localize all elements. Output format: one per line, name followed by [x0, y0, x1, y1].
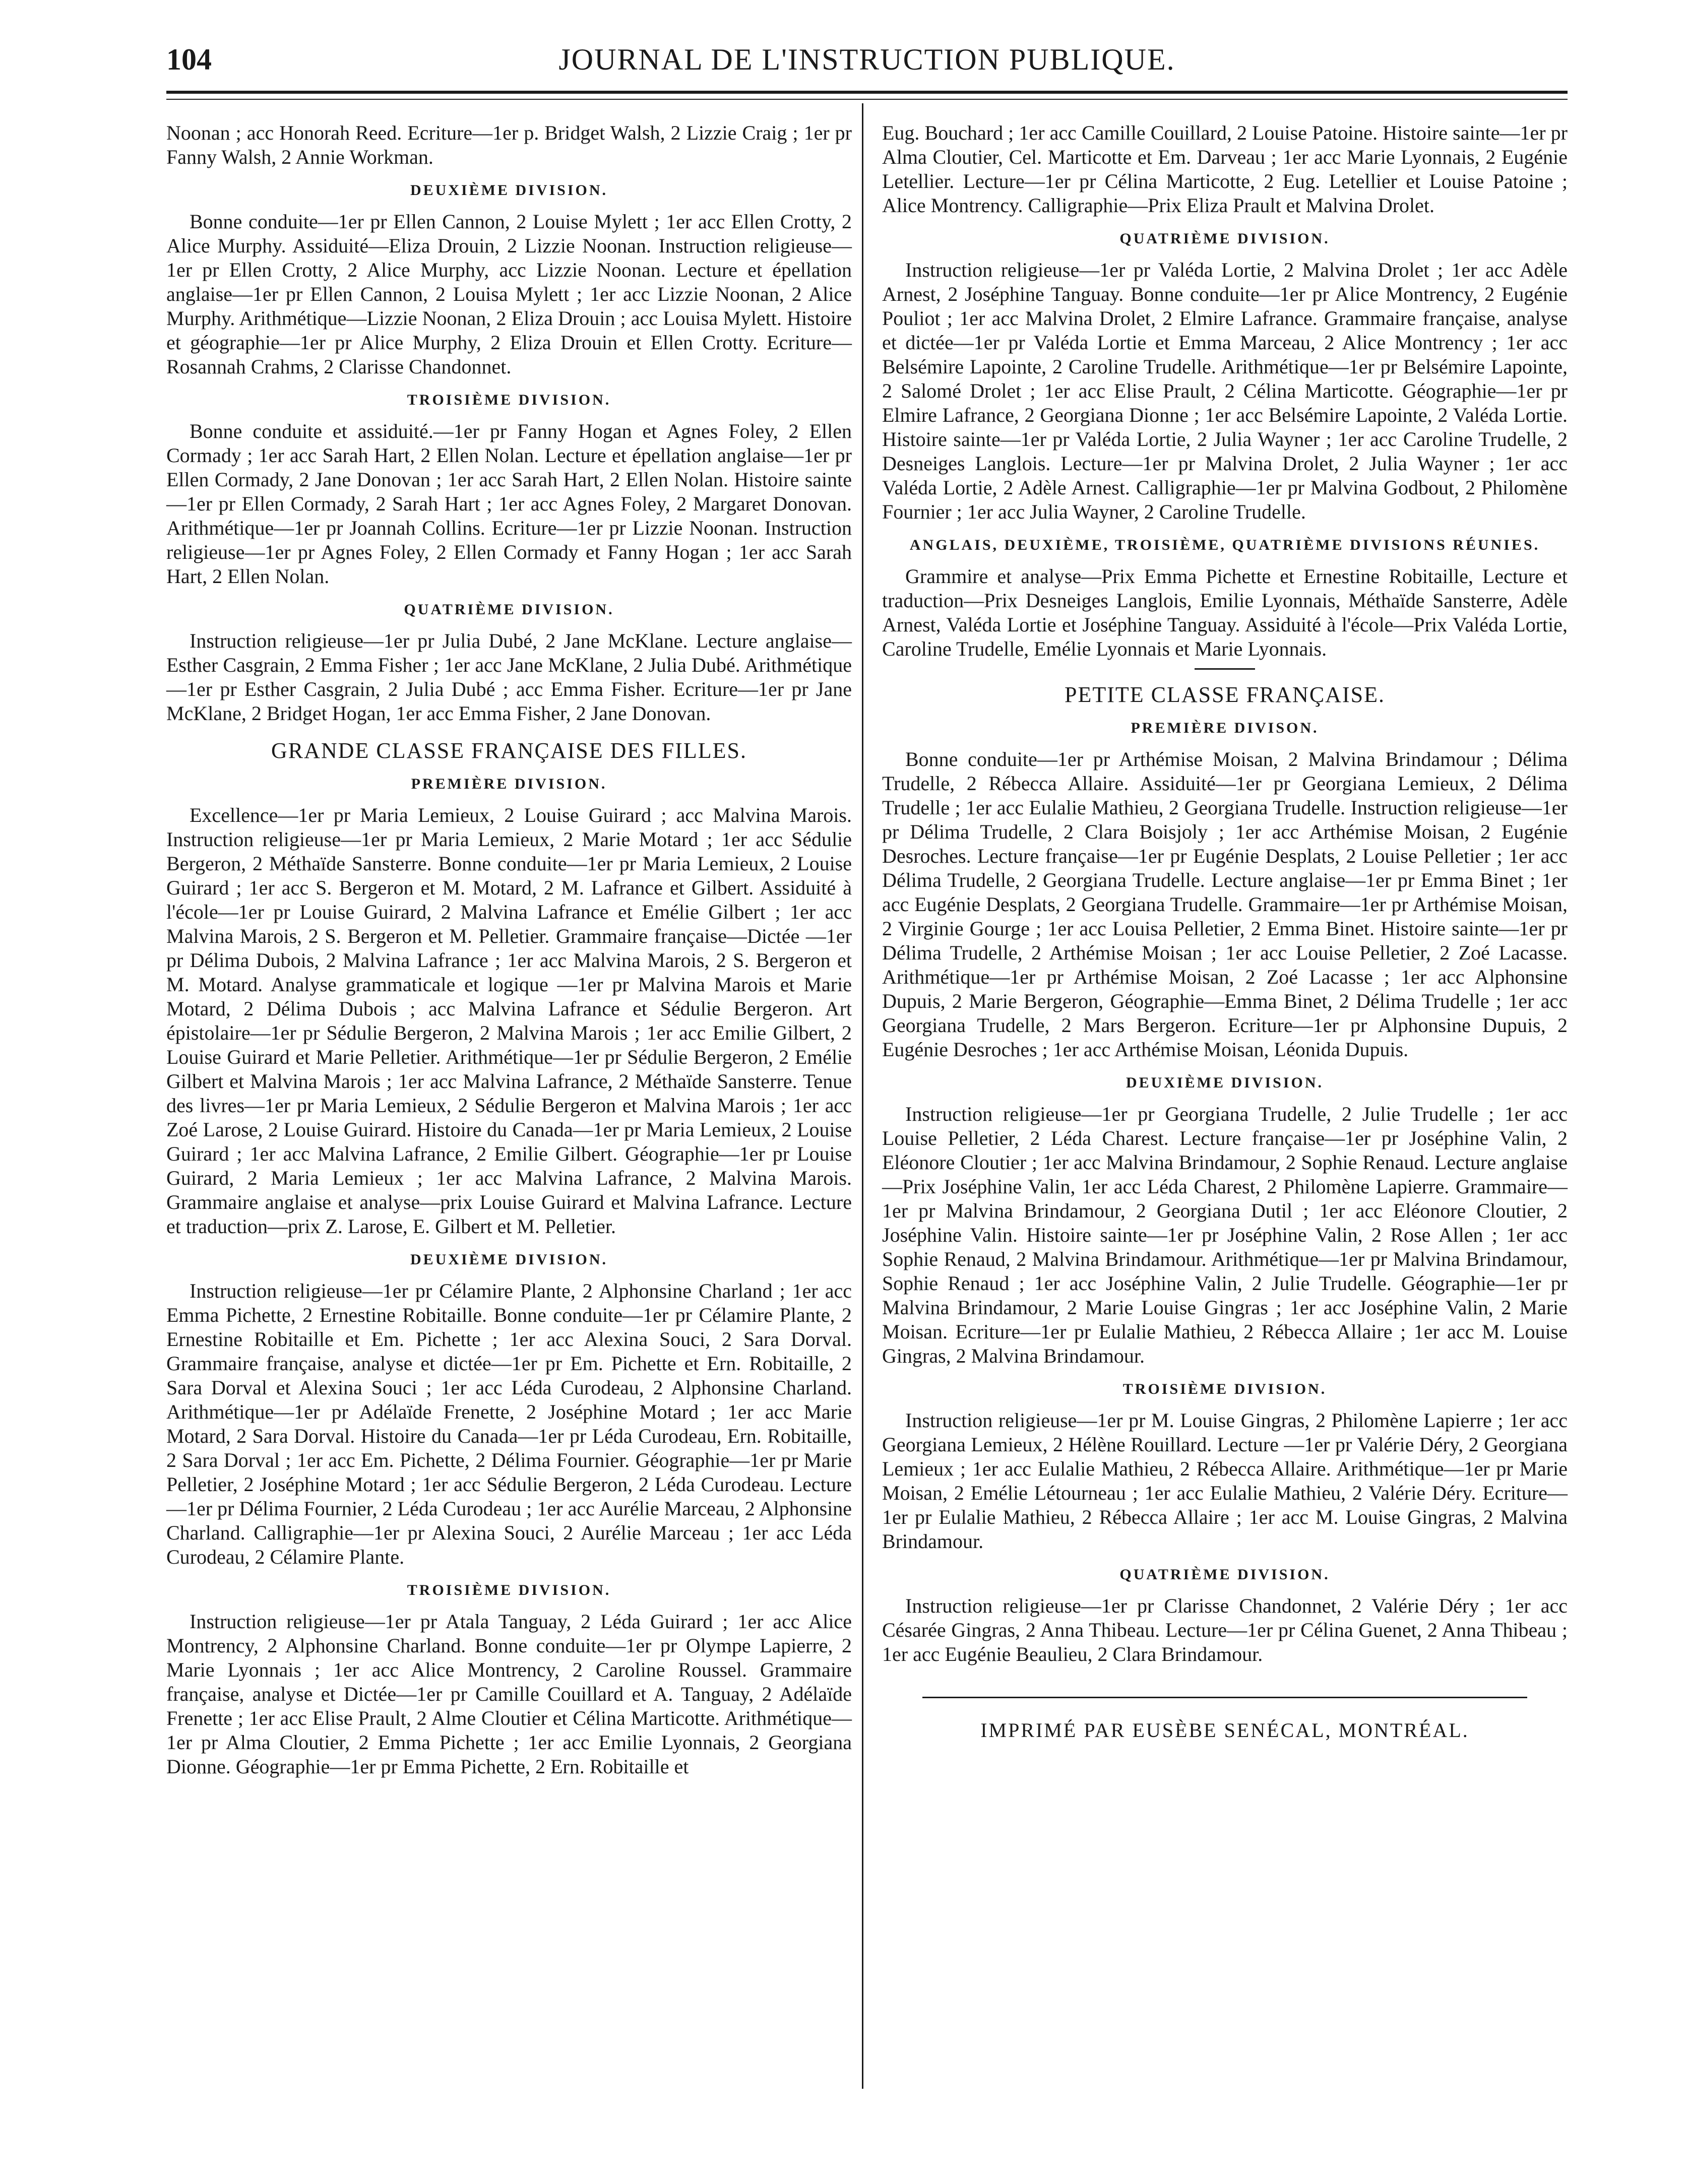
right-column — [882, 121, 1568, 1743]
division-heading: ANGLAIS, DEUXIÈME, TROISIÈME, QUATRIÈME DIVISIONS RÉUNIES. — [909, 537, 1540, 553]
page-header — [166, 39, 1568, 80]
paragraph: Instruction religieuse—1er pr M. Louise Gingras, 2 Philomène Lapierre ; 1er acc Georgiana Lemieux, 2 Hélène Rouillard. Lecture —1er pr Valérie Déry, 2 Georgiana Lemieux ; 1er acc Eulalie Mathieu, 2 Rébecca Allaire. Arithmétique—1er pr Marie Moisan, 2 Emélie Létourneau ; 1er acc Eulalie Mathieu, 2 Valérie Déry. Ecriture—1er pr Eulalie Mathieu, 2 Rébecca Allaire ; 1er acc M. Louise Gingras, 2 Malvina Brindamour. — [882, 1409, 1568, 1553]
printer-imprint: IMPRIMÉ PAR EUSÈBE SENÉCAL, MONTRÉAL. — [980, 1719, 1469, 1742]
paragraph: Bonne conduite et assiduité.—1er pr Fanny Hogan et Agnes Foley, 2 Ellen Cormady ; 1er acc Sarah Hart, 2 Ellen Nolan. Lecture et épellation anglaise—1er pr Ellen Cormady, 2 Jane Donovan ; 1er acc Sarah Hart, 2 Ellen Nolan. Histoire sainte—1er pr Ellen Cormady, 2 Sarah Hart ; 1er acc Agnes Foley, 2 Margaret Donovan. Arithmétique—1er pr Joannah Collins. Ecriture—1er pr Lizzie Noonan. Instruction religieuse—1er pr Agnes Foley, 2 Ellen Cormady et Fanny Hogan ; 1er acc Sarah Hart, 2 Ellen Nolan. — [166, 420, 852, 588]
paragraph: Instruction religieuse—1er pr Valéda Lortie, 2 Malvina Drolet ; 1er acc Adèle Arnest, 2 Joséphine Tanguay. Bonne conduite—1er pr Alice Montrency, 2 Eugénie Pouliot ; 1er acc Malvina Drolet, 2 Elmire Lafrance. Grammaire française, analyse et dictée—1er pr Valéda Lortie et Emma Marceau, 2 Alice Montrency ; 1er acc Belsémire Lapointe, 2 Caroline Trudelle. Arithmétique—1er pr Belsémire Lapointe, 2 Salomé Drolet ; 1er acc Elise Prault, 2 Célina Marticotte. Géographie—1er pr Elmire Lafrance, 2 Georgiana Dionne ; 1er acc Belsémire Lapointe, 2 Valéda Lortie. Histoire sainte—1er pr Valéda Lortie, 2 Julia Wayner ; 1er acc Caroline Trudelle, 2 Desneiges Langlois. Lecture—1er pr Malvina Drolet, 2 Julia Wayner ; 1er acc Valéda Lortie, 2 Adèle Arnest. Calligraphie—1er pr Malvina Godbout, 2 Philomène Fournier ; 1er acc Julia Wayner, 2 Caroline Trudelle. — [882, 259, 1568, 523]
division-heading: DEUXIÈME DIVISION. — [410, 182, 608, 199]
division-heading: QUATRIÈME DIVISION. — [1119, 230, 1330, 247]
division-heading: DEUXIÈME DIVISION. — [410, 1251, 608, 1268]
division-heading: DEUXIÈME DIVISION. — [1126, 1074, 1324, 1091]
paragraph: Instruction religieuse—1er pr Célamire Plante, 2 Alphonsine Charland ; 1er acc Emma Pichette, 2 Ernestine Robitaille. Bonne conduite—1er pr Célamire Plante, 2 Ernestine Robitaille et Em. Pichette ; 1er acc Alexina Souci, 2 Sara Dorval. Grammaire française, analyse et dictée—1er pr Em. Pichette et Ern. Robitaille, 2 Sara Dorval et Alexina Souci ; 1er acc Léda Curodeau, 2 Alphonsine Charland. Arithmétique—1er pr Adélaïde Frenette, 2 Joséphine Motard ; 1er acc Marie Motard, 2 Sara Dorval. Histoire du Canada—1er pr Léda Curodeau, Ern. Robitaille, 2 Sara Dorval ; 1er acc Em. Pichette, 2 Délima Fournier. Géographie—1er pr Marie Pelletier, 2 Joséphine Motard ; 1er acc Sédulie Bergeron, 2 Léda Curodeau. Lecture—1er pr Délima Fournier, 2 Léda Curodeau ; 1er acc Aurélie Marceau, 2 Alphonsine Charland. Calligraphie—1er pr Alexina Souci, 2 Aurélie Marceau ; 1er acc Léda Curodeau, 2 Célamire Plante. — [166, 1279, 852, 1568]
division-heading: TROISIÈME DIVISION. — [1122, 1381, 1327, 1397]
paragraph: Grammire et analyse—Prix Emma Pichette et Ernestine Robitaille, Lecture et traduction—Prix Desneiges Langlois, Emilie Lyonnais, Méthaïde Sansterre, Adèle Arnest, Valéda Lortie et Joséphine Tanguay. Assiduité à l'école—Prix Valéda Lortie, Caroline Trudelle, Emélie Lyonnais et Marie Lyonnais. — [882, 565, 1568, 660]
journal-title: JOURNAL DE L'INSTRUCTION PUBLIQUE. — [558, 43, 1175, 76]
paragraph: Instruction religieuse—1er pr Georgiana Trudelle, 2 Julie Trudelle ; 1er acc Louise Pelletier, 2 Léda Charest. Lecture française—1er pr Joséphine Valin, 2 Eléonore Cloutier ; 1er acc Malvina Brindamour, 2 Sophie Renaud. Lecture anglaise—Prix Joséphine Valin, 1er acc Léda Charest, 2 Philomène Lapierre. Grammaire—1er pr Malvina Brindamour, 2 Georgiana Dutil ; 1er acc Eléonore Cloutier, 2 Joséphine Valin. Histoire sainte—1er pr Joséphine Valin, 2 Rose Allen ; 1er acc Sophie Renaud, 2 Malvina Brindamour. Arithmétique—1er pr Malvina Brindamour, Sophie Renaud ; 1er acc Joséphine Valin, 2 Julie Trudelle. Géographie—1er pr Malvina Brindamour, 2 Marie Louise Gingras ; 1er acc Joséphine Valin, 2 Marie Moisan. Ecriture—1er pr Eulalie Mathieu, 2 Rébecca Allaire ; 1er acc M. Louise Gingras, 2 Malvina Brindamour. — [882, 1103, 1568, 1367]
header-rule-thin — [166, 99, 1568, 100]
division-heading: PREMIÈRE DIVISON. — [1131, 720, 1319, 736]
paragraph: Excellence—1er pr Maria Lemieux, 2 Louise Guirard ; acc Malvina Marois. Instruction religieuse—1er pr Maria Lemieux, 2 Marie Motard ; 1er acc Sédulie Bergeron, 2 Méthaïde Sansterre. Bonne conduite—1er pr Maria Lemieux, 2 Louise Guirard ; 1er acc S. Bergeron et M. Motard, 2 M. Lafrance et Gilbert. Assiduité à l'école—1er pr Louise Guirard, 2 Malvina Lafrance et Emélie Gilbert ; 1er acc Malvina Marois, 2 S. Bergeron et M. Pelletier. Grammaire française—Dictée —1er pr Délima Dubois, 2 Malvina Lafrance ; 1er acc Malvina Marois, 2 S. Bergeron et M. Motard. Analyse grammaticale et logique —1er pr Malvina Marois et Marie Motard, 2 Délima Dubois ; acc Malvina Lafrance et Sédulie Bergeron. Art épistolaire—1er pr Sédulie Bergeron, 2 Malvina Marois ; 1er acc Emilie Gilbert, 2 Louise Guirard et Marie Pelletier. Arithmétique—1er pr Sédulie Bergeron, 2 Emélie Gilbert et Malvina Marois ; 1er acc Malvina Lafrance, 2 Méthaïde Sansterre. Tenue des livres—1er pr Maria Lemieux, 2 Sédulie Bergeron et Malvina Marois ; 1er acc Zoé Larose, 2 Louise Guirard. Histoire du Canada—1er pr Maria Lemieux, 2 Louise Guirard ; 1er acc Malvina Lafrance, 2 Emilie Gilbert. Géographie—1er pr Louise Guirard, 2 Maria Lemieux ; 1er acc Malvina Lafrance, 2 Malvina Marois. Grammaire anglaise et analyse—prix Louise Guirard et Malvina Lafrance. Lecture et traduction—prix Z. Larose, E. Gilbert et M. Pelletier. — [166, 804, 852, 1238]
class-heading: GRANDE CLASSE FRANÇAISE DES FILLES. — [271, 738, 747, 763]
paragraph: Noonan ; acc Honorah Reed. Ecriture—1er p. Bridget Walsh, 2 Lizzie Craig ; 1er pr Fanny Walsh, 2 Annie Workman. — [166, 121, 852, 168]
paragraph: Bonne conduite—1er pr Ellen Cannon, 2 Louise Mylett ; 1er acc Ellen Crotty, 2 Alice Murphy. Assiduité—Eliza Drouin, 2 Lizzie Noonan. Instruction religieuse—1er pr Ellen Crotty, 2 Alice Murphy, acc Lizzie Noonan. Lecture et épellation anglaise—1er pr Ellen Cannon, 2 Louisa Mylett ; 1er acc Lizzie Noonan, 2 Alice Murphy. Arithmétique—Lizzie Noonan, 2 Eliza Drouin ; acc Louisa Mylett. Histoire et géographie—1er pr Alice Murphy, 2 Eliza Drouin et Ellen Crotty. Ecriture—Rosannah Crahms, 2 Clarisse Chandonnet. — [166, 210, 852, 378]
section-rule — [1195, 668, 1255, 670]
paragraph: Instruction religieuse—1er pr Atala Tanguay, 2 Léda Guirard ; 1er acc Alice Montrency, 2 Alphonsine Charland. Bonne conduite—1er pr Olympe Lapierre, 2 Marie Lyonnais ; 1er acc Alice Montrency, 2 Caroline Roussel. Grammaire française, analyse et Dictée—1er pr Camille Couillard et A. Tanguay, 2 Adélaïde Frenette ; 1er acc Elise Prault, 2 Alme Cloutier et Célina Marticotte. Arithmétique—1er pr Alma Cloutier, 2 Emma Pichette ; 1er acc Emilie Lyonnais, 2 Georgiana Dionne. Géographie—1er pr Emma Pichette, 2 Ern. Robitaille et — [166, 1610, 852, 1778]
paragraph: Instruction religieuse—1er pr Julia Dubé, 2 Jane McKlane. Lecture anglaise—Esther Casgrain, 2 Emma Fisher ; 1er acc Jane McKlane, 2 Julia Dubé. Arithmétique—1er pr Esther Casgrain, 2 Julia Dubé ; acc Emma Fisher. Ecriture—1er pr Jane McKlane, 2 Bridget Hogan, 1er acc Emma Fisher, 2 Jane Donovan. — [166, 629, 852, 725]
paragraph: Eug. Bouchard ; 1er acc Camille Couillard, 2 Louise Patoine. Histoire sainte—1er pr Alma Cloutier, Cel. Marticotte et Em. Darveau ; 1er acc Marie Lyonnais, 2 Eugénie Letellier. Lecture—1er pr Célina Marticotte, 2 Eug. Letellier et Louise Patoine ; Alice Montrency. Calligraphie—Prix Eliza Prault et Malvina Drolet. — [882, 121, 1568, 217]
division-heading: PREMIÈRE DIVISION. — [411, 776, 607, 792]
left-column — [166, 121, 852, 1784]
division-heading: TROISIÈME DIVISION. — [407, 392, 611, 408]
paragraph: Instruction religieuse—1er pr Clarisse Chandonnet, 2 Valérie Déry ; 1er acc Césarée Gingras, 2 Anna Thibeau. Lecture—1er pr Célina Guenet, 2 Anna Thibeau ; 1er acc Eugénie Beaulieu, 2 Clara Brindamour. — [882, 1594, 1568, 1665]
page-number: 104 — [166, 43, 212, 76]
header-rule-thick — [166, 91, 1568, 94]
column-divider — [862, 103, 863, 2089]
paragraph: Bonne conduite—1er pr Arthémise Moisan, 2 Malvina Brindamour ; Délima Trudelle, 2 Rébecca Allaire. Assiduité—1er pr Georgiana Lemieux, 2 Délima Trudelle ; 1er acc Eulalie Mathieu, 2 Georgiana Trudelle. Instruction religieuse—1er pr Délima Trudelle, 2 Clara Boisjoly ; 1er acc Arthémise Moisan, 2 Eugénie Desroches. Lecture française—1er pr Eugénie Desplats, 2 Louise Pelletier ; 1er acc Délima Trudelle, 2 Georgiana Trudelle. Lecture anglaise—1er pr Emma Binet ; 1er acc Eugénie Desplats, 2 Georgiana Trudelle. Grammaire—1er pr Arthémise Moisan, 2 Virginie Gourge ; 1er acc Louisa Pelletier, 2 Emma Binet. Histoire sainte—1er pr Délima Trudelle, 2 Arthémise Moisan ; 1er acc Louise Pelletier, 2 Zoé Lacasse. Arithmétique—1er pr Arthémise Moisan, 2 Zoé Lacasse ; 1er acc Alphonsine Dupuis, 2 Marie Bergeron, Géographie—Emma Binet, 2 Délima Trudelle ; 1er acc Georgiana Trudelle, 2 Mars Bergeron. Ecriture—1er pr Alphonsine Dupuis, 2 Eugénie Desroches ; 1er acc Arthémise Moisan, Léonida Dupuis. — [882, 748, 1568, 1061]
division-heading: TROISIÈME DIVISION. — [407, 1582, 611, 1598]
division-heading: QUATRIÈME DIVISION. — [1119, 1566, 1330, 1583]
class-heading: PETITE CLASSE FRANÇAISE. — [1065, 682, 1385, 707]
end-rule — [922, 1697, 1527, 1698]
division-heading: QUATRIÈME DIVISION. — [404, 601, 614, 618]
